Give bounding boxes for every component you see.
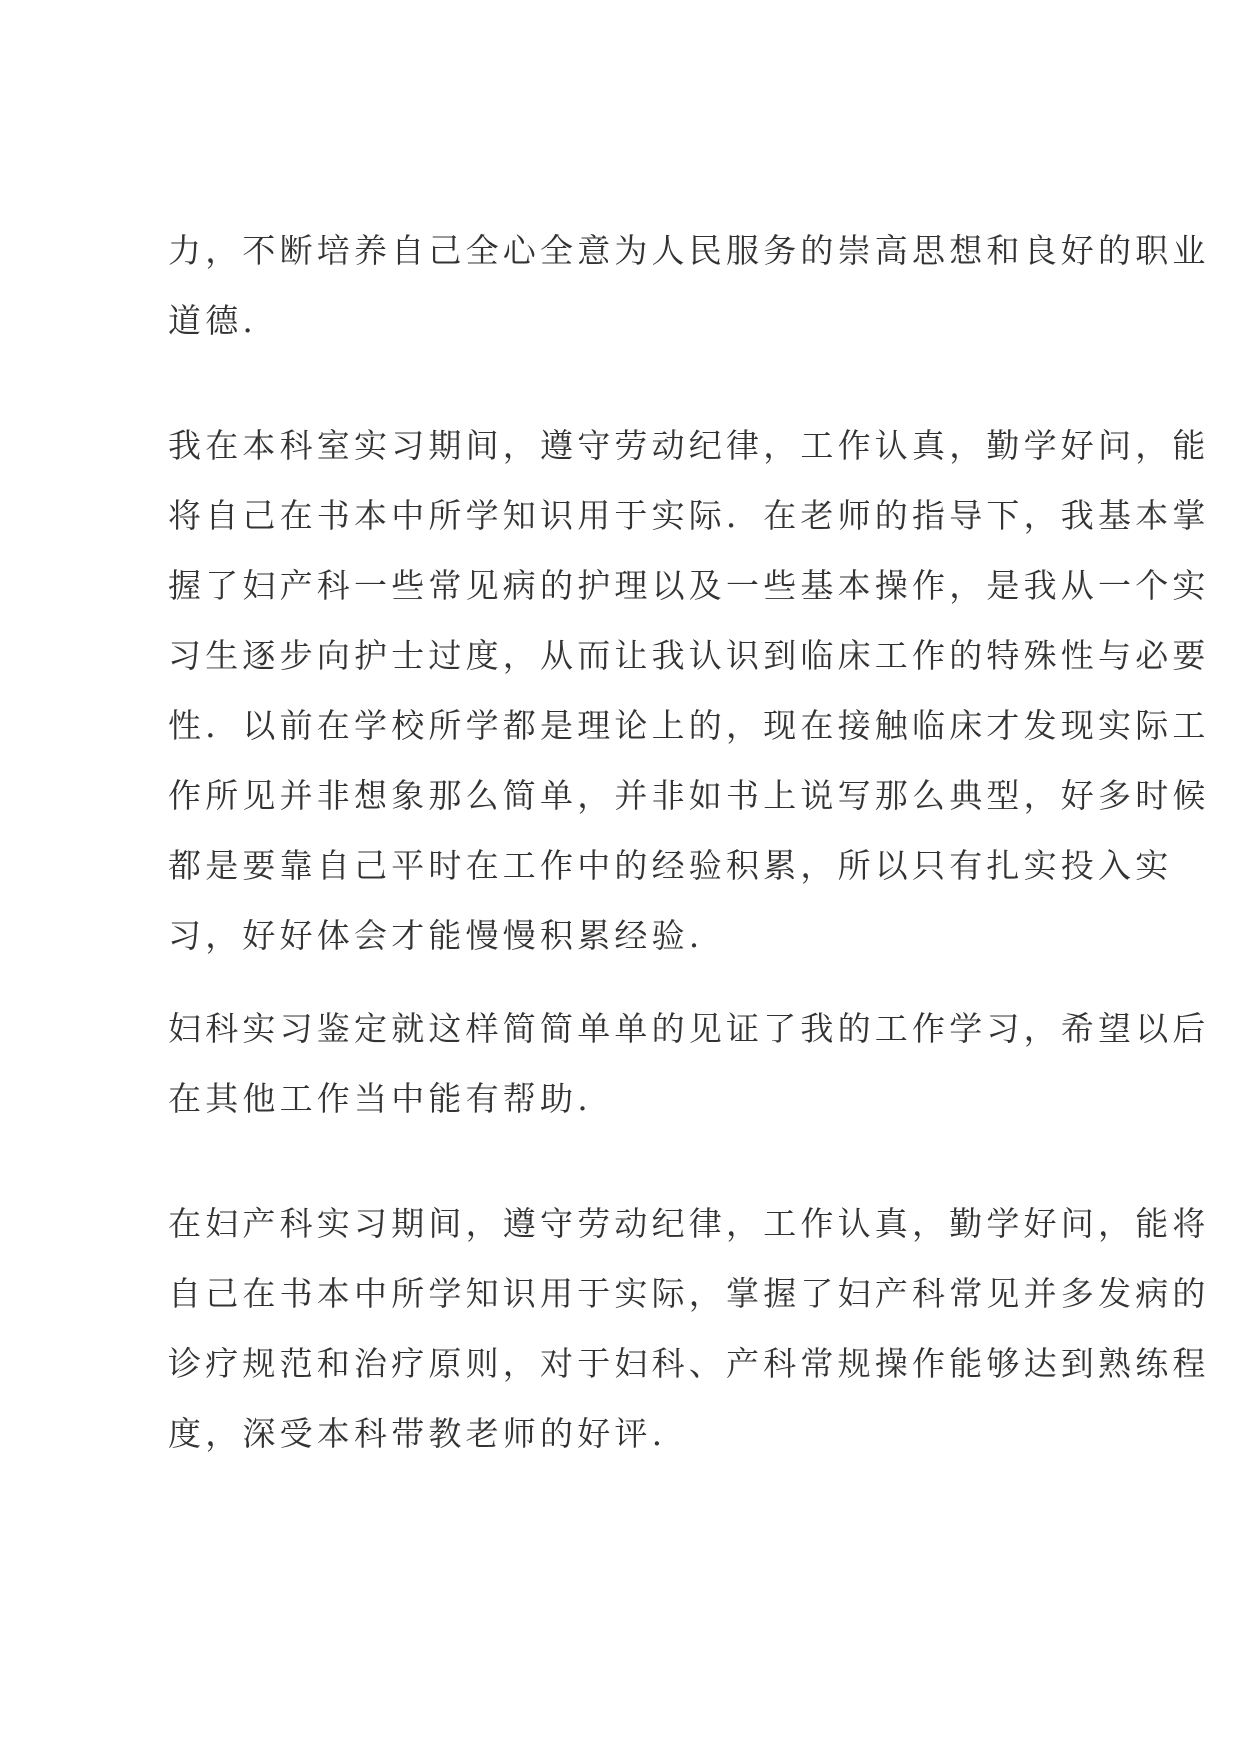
text-line: 都是要靠自己平时在工作中的经验积累，所以只有扎实投入实	[168, 846, 1173, 885]
text-line: 度，深受本科带教老师的好评.	[168, 1414, 667, 1453]
text-line: 在妇产科实习期间，遵守劳动纪律，工作认真，勤学好问，能将	[168, 1204, 1210, 1243]
paragraph-4	[168, 1189, 1210, 1469]
text-line: 将自己在书本中所学知识用于实际．在老师的指导下，我基本掌	[168, 496, 1210, 535]
text-line: 力，不断培养自己全心全意为人民服务的崇高思想和良好的职业	[168, 231, 1210, 270]
text-line: 习，好好体会才能慢慢积累经验.	[168, 916, 704, 955]
paragraph-2	[168, 411, 1210, 971]
text-line: 自己在书本中所学知识用于实际，掌握了妇产科常见并多发病的	[168, 1274, 1210, 1313]
text-line: 道德.	[168, 301, 258, 340]
text-line: 握了妇产科一些常见病的护理以及一些基本操作，是我从一个实	[168, 566, 1210, 605]
text-line: 我在本科室实习期间，遵守劳动纪律，工作认真，勤学好问，能	[168, 426, 1210, 465]
text-line: 在其他工作当中能有帮助.	[168, 1079, 592, 1118]
text-line: 作所见并非想象那么简单，并非如书上说写那么典型，好多时候	[168, 776, 1210, 815]
paragraph-1	[168, 216, 1210, 356]
text-line: 性．以前在学校所学都是理论上的，现在接触临床才发现实际工	[168, 706, 1210, 745]
text-line: 诊疗规范和治疗原则，对于妇科、产科常规操作能够达到熟练程	[168, 1344, 1210, 1383]
text-line: 习生逐步向护士过度，从而让我认识到临床工作的特殊性与必要	[168, 636, 1210, 675]
paragraph-3	[168, 994, 1210, 1134]
text-line: 妇科实习鉴定就这样简简单单的见证了我的工作学习，希望以后	[168, 1009, 1210, 1048]
